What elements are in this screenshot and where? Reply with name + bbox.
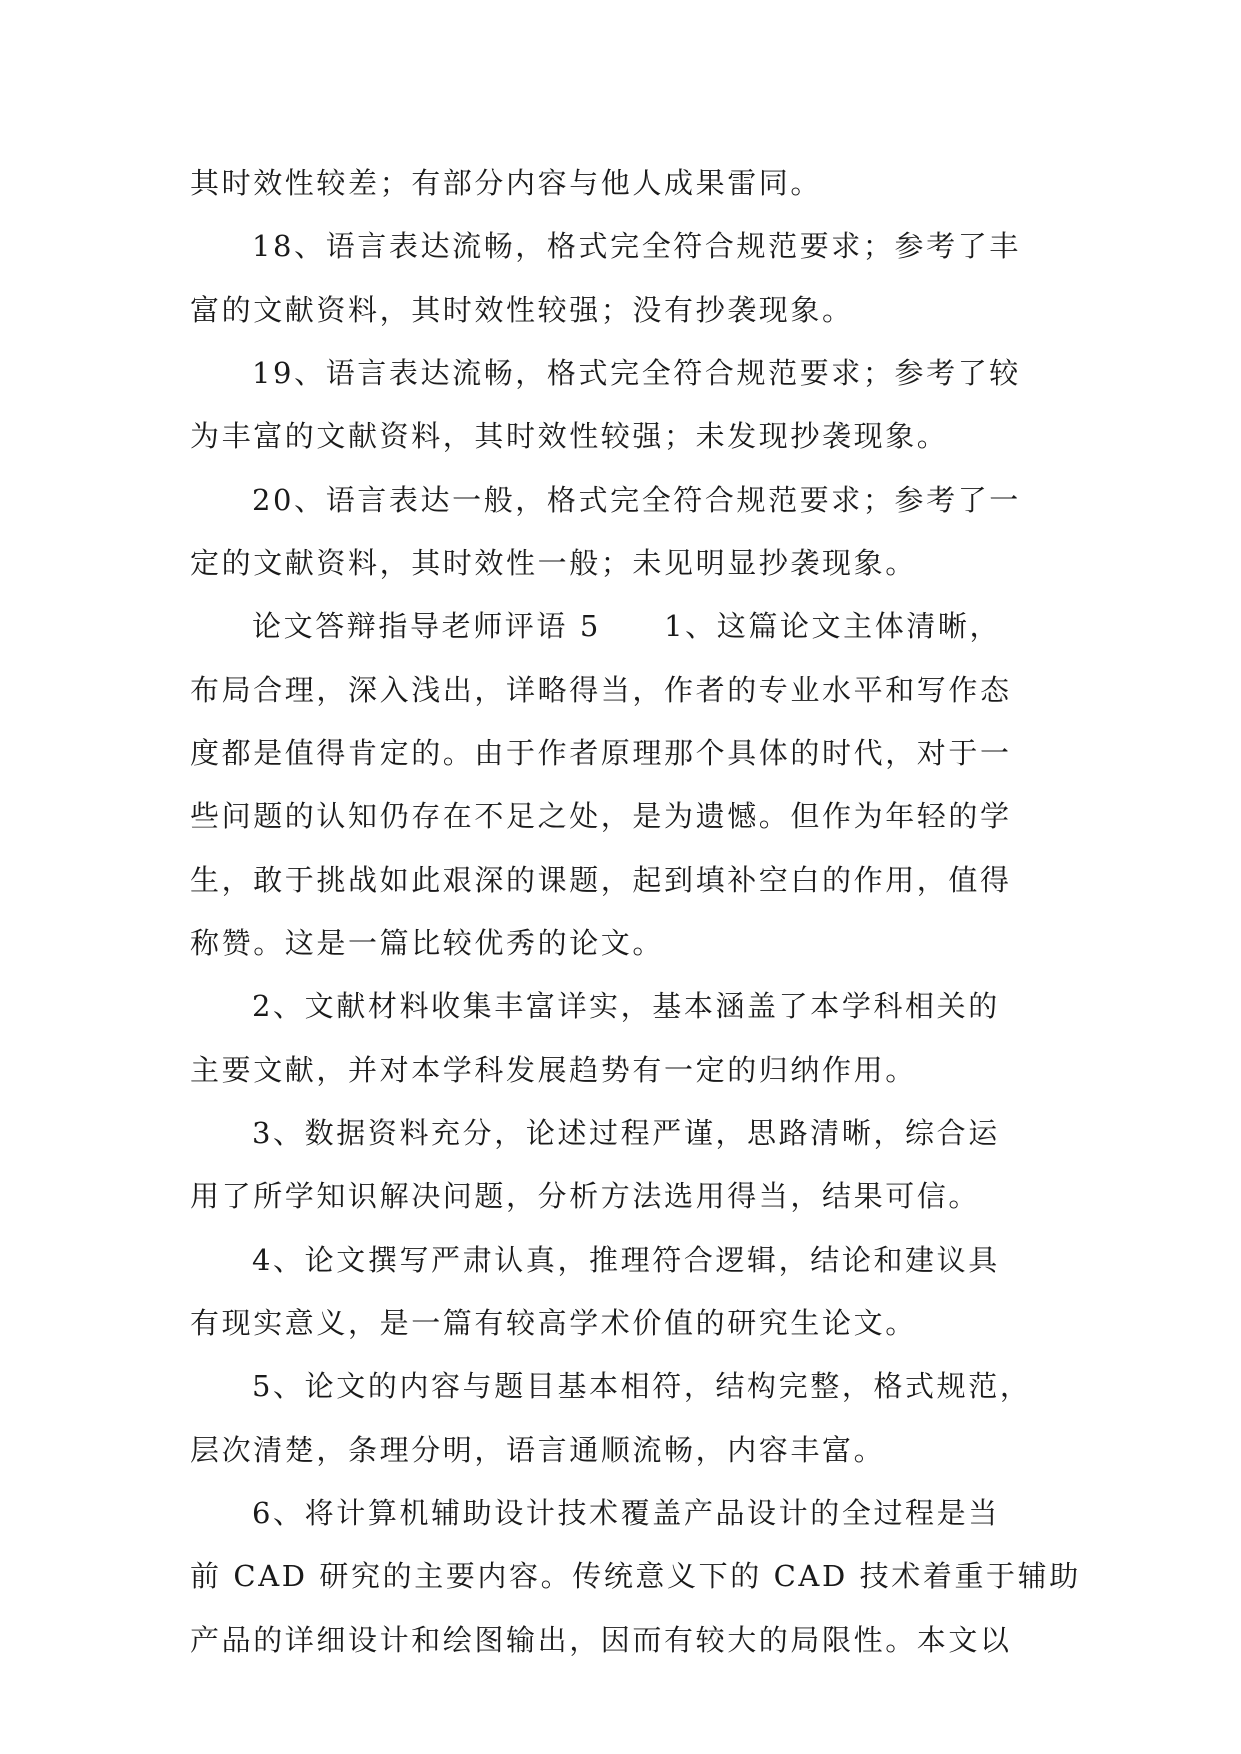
text-line: 称赞。这是一篇比较优秀的论文。: [190, 926, 665, 960]
text-line: 其时效性较差；有部分内容与他人成果雷同。: [190, 166, 823, 200]
text-line: 论文答辩指导老师评语 5 1、这篇论文主体清晰，: [252, 609, 1002, 643]
text-line: 为丰富的文献资料，其时效性较强；未发现抄袭现象。: [190, 419, 949, 453]
text-line: 前 CAD 研究的主要内容。传统意义下的 CAD 技术着重于辅助: [190, 1559, 1081, 1593]
text-line: 有现实意义，是一篇有较高学术价值的研究生论文。: [190, 1306, 917, 1340]
text-line: 生，敢于挑战如此艰深的课题，起到填补空白的作用，值得: [190, 863, 1012, 897]
text-line: 5、论文的内容与题目基本相符，结构完整，格式规范，: [252, 1369, 1032, 1403]
text-line: 20、语言表达一般，格式完全符合规范要求；参考了一: [252, 483, 1021, 517]
text-line: 3、数据资料充分，论述过程严谨，思路清晰，综合运: [252, 1116, 1000, 1150]
text-line: 用了所学知识解决问题，分析方法选用得当，结果可信。: [190, 1179, 981, 1213]
text-line: 19、语言表达流畅，格式完全符合规范要求；参考了较: [252, 356, 1021, 390]
text-line: 主要文献，并对本学科发展趋势有一定的归纳作用。: [190, 1053, 917, 1087]
text-line: 度都是值得肯定的。由于作者原理那个具体的时代，对于一: [190, 736, 1012, 770]
text-line: 产品的详细设计和绘图输出，因而有较大的局限性。本文以: [190, 1623, 1012, 1657]
text-line: 定的文献资料，其时效性一般；未见明显抄袭现象。: [190, 546, 917, 580]
text-line: 富的文献资料，其时效性较强；没有抄袭现象。: [190, 293, 854, 327]
text-line: 18、语言表达流畅，格式完全符合规范要求；参考了丰: [252, 229, 1021, 263]
text-line: 层次清楚，条理分明，语言通顺流畅，内容丰富。: [190, 1433, 886, 1467]
text-line: 布局合理，深入浅出，详略得当，作者的专业水平和写作态: [190, 673, 1012, 707]
text-line: 4、论文撰写严肃认真，推理符合逻辑，结论和建议具: [252, 1243, 1000, 1277]
text-line: 些问题的认知仍存在不足之处，是为遗憾。但作为年轻的学: [190, 799, 1012, 833]
text-line: 6、将计算机辅助设计技术覆盖产品设计的全过程是当: [252, 1496, 1000, 1530]
text-line: 2、文献材料收集丰富详实，基本涵盖了本学科相关的: [252, 989, 1000, 1023]
